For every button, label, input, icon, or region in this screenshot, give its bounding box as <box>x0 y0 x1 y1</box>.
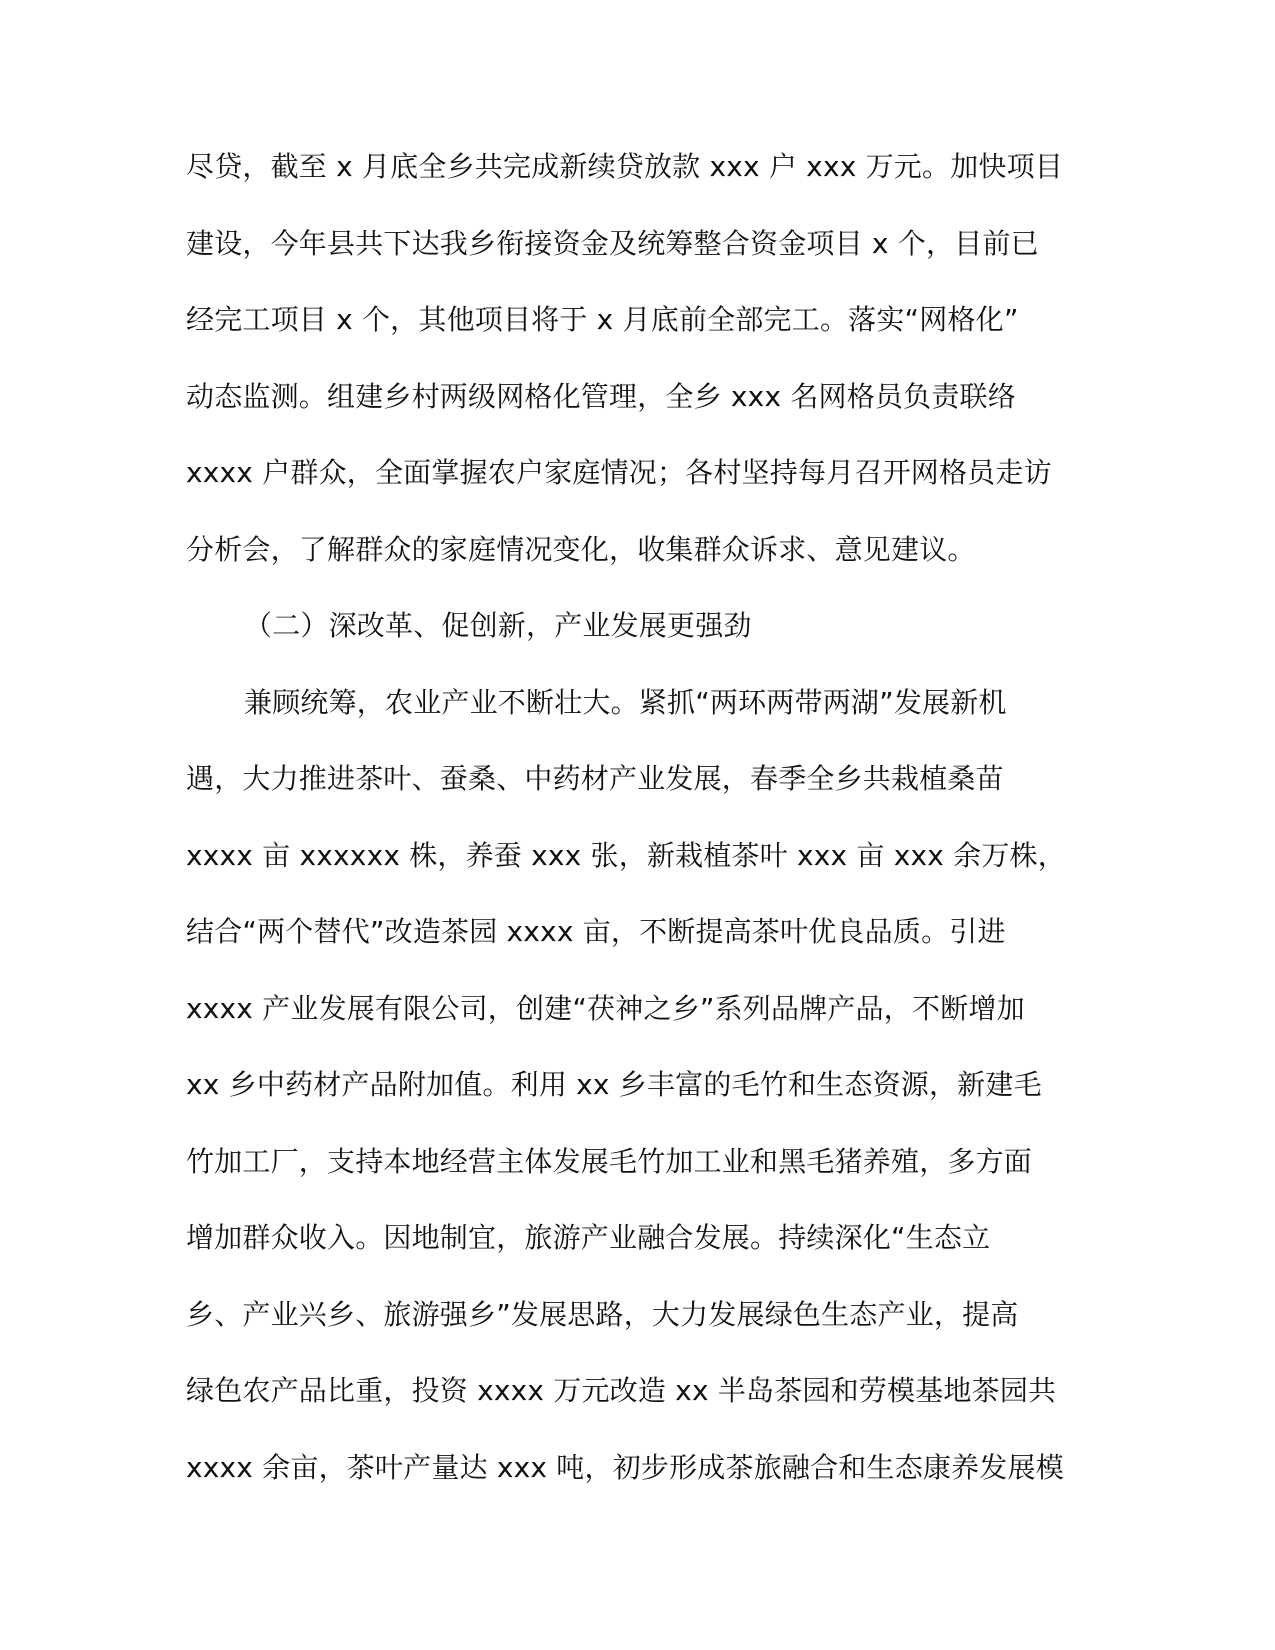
text-line: 绿色农产品比重，投资 xxxx 万元改造 xx 半岛茶园和劳模基地茶园共 <box>186 1374 1057 1407</box>
text-line: 建设，今年县共下达我乡衔接资金及统筹整合资金项目 x 个，目前已 <box>186 226 1039 260</box>
text-line: 增加群众收入。因地制宜，旅游产业融合发展。持续深化“生态立 <box>186 1221 991 1254</box>
paragraph-first-line: 兼顾统筹，农业产业不断壮大。紧抓“两环两带两湖”发展新机 <box>244 685 1007 719</box>
text-line: xx 乡中药材产品附加值。利用 xx 乡丰富的毛竹和生态资源，新建毛 <box>186 1068 1042 1101</box>
text-line: 分析会，了解群众的家庭情况变化，收集群众诉求、意见建议。 <box>186 532 976 566</box>
text-line: xxxx 余亩，茶叶产量达 xxx 吨，初步形成茶旅融合和生态康养发展模 <box>186 1450 1064 1484</box>
text-line: 结合“两个替代”改造茶园 xxxx 亩，不断提高茶叶优良品质。引进 <box>186 915 1006 948</box>
text-line: 乡、产业兴乡、旅游强乡”发展思路，大力发展绿色生态产业，提高 <box>186 1297 1019 1331</box>
text-line: 尽贷，截至 x 月底全乡共完成新续贷放款 xxx 户 xxx 万元。加快项目 <box>186 150 1063 183</box>
text-line: 遇，大力推进茶叶、蚕桑、中药材产业发展，春季全乡共栽植桑苗 <box>186 762 1004 795</box>
text-line: 动态监测。组建乡村两级网格化管理，全乡 xxx 名网格员负责联络 <box>186 379 1016 413</box>
text-line: xxxx 产业发展有限公司，创建“茯神之乡”系列品牌产品，不断增加 <box>186 991 1025 1025</box>
text-line: xxxx 户群众，全面掌握农户家庭情况；各村坚持每月召开网格员走访 <box>186 456 1052 489</box>
text-line: 竹加工厂，支持本地经营主体发展毛竹加工业和黑毛猪养殖，多方面 <box>186 1144 1033 1178</box>
body-text <box>186 143 1086 1520</box>
text-line: 经完工项目 x 个，其他项目将于 x 月底前全部完工。落实“网格化” <box>186 303 1019 336</box>
text-line: xxxx 亩 xxxxxx 株，养蚕 xxx 张，新栽植茶叶 xxx 亩 xxx 余万株， <box>186 838 1066 872</box>
section-heading: （二）深改革、促创新，产业发展更强劲 <box>244 609 752 642</box>
